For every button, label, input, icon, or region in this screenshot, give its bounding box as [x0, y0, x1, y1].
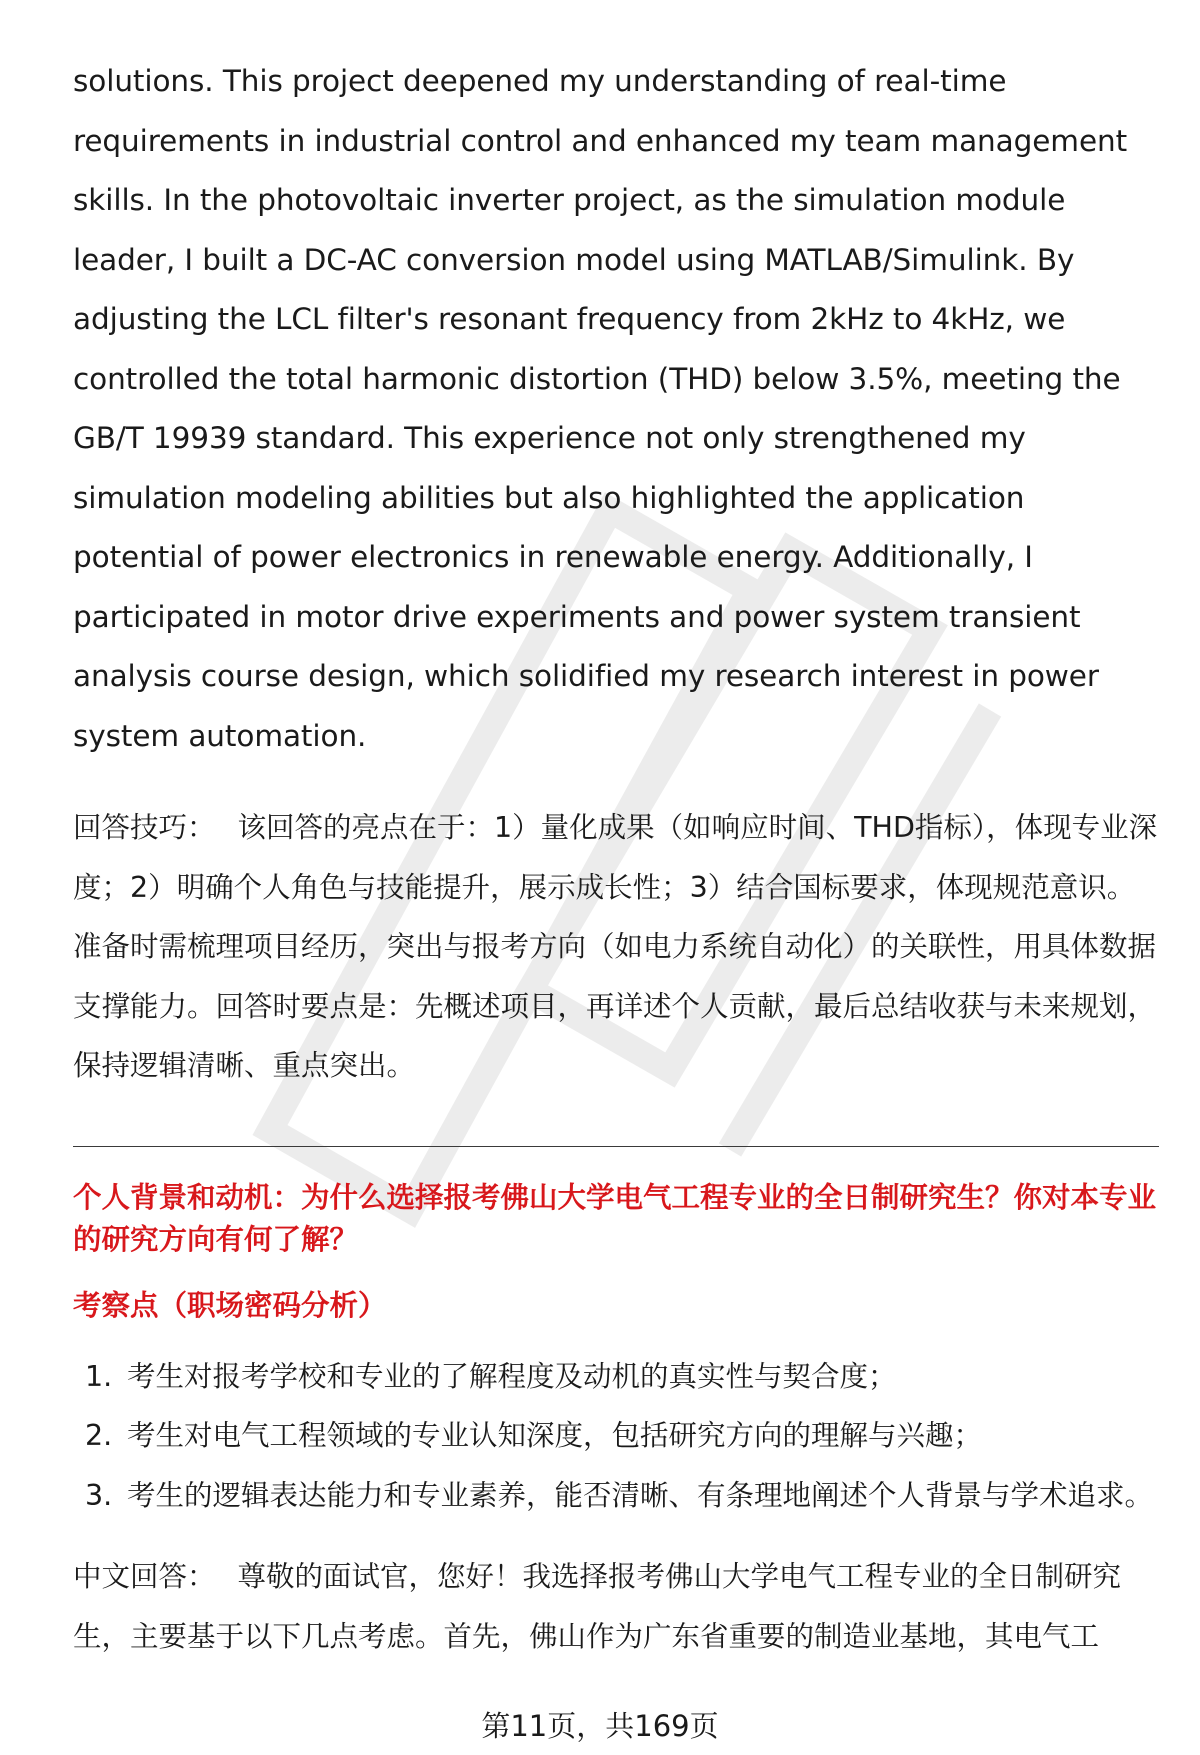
list-item-number: 1. [85, 1359, 113, 1393]
tips-label: 回答技巧： [73, 811, 216, 844]
list-item [73, 1347, 1159, 1407]
answer-label: 中文回答： [73, 1560, 216, 1593]
answer-text: 尊敬的面试官，您好！我选择报考佛山大学电气工程专业的全日制研究生，主要基于以下几点考虑。首先，佛山作为广东省重要的制造业基地，其电气工 [73, 1560, 1122, 1653]
question-title: 个人背景和动机：为什么选择报考佛山大学电气工程专业的全日制研究生？你对本专业的研究方向有何了解？ [73, 1180, 1157, 1256]
page-footer: 第11页，共169页 [481, 1709, 719, 1743]
document-page [73, 52, 1159, 1666]
tips-text: 该回答的亮点在于：1）量化成果（如响应时间、THD指标），体现专业深度；2）明确个人角色与技能提升，展示成长性；3）结合国标要求，体现规范意识。准备时需梳理项目经历，突出与报考方向（如电力系统自动化）的关联性，用具体数据支撑能力。回答时要点是：先概述项目，再详述个人贡献，最后总结收获与未来规划，保持逻辑清晰、重点突出。 [73, 811, 1158, 1082]
assessment-heading: 考察点（职场密码分析） [73, 1288, 387, 1322]
list-item-number: 3. [85, 1478, 113, 1512]
list-item [73, 1466, 1159, 1526]
list-item-text: 考生的逻辑表达能力和专业素养，能否清晰、有条理地阐述个人背景与学术追求。 [127, 1478, 1154, 1512]
chinese-answer [73, 1547, 1159, 1666]
list-item-number: 2. [85, 1419, 113, 1452]
answer-tips [73, 798, 1159, 1096]
section-divider [73, 1146, 1159, 1147]
body-paragraph: solutions. This project deepened my understanding of real-time requirements in industrial control and enhanced my team management skills. In the photovoltaic inverter project, as the simulation module leader, I built a DC-AC conversion model using MATLAB/Simulink. By adjusting the LCL filter's resonant frequency from 2kHz to 4kHz, we controlled the total harmonic distortion (THD) below 3.5%, meeting the GB/T 19939 standard. This experience not only strengthened my simulation modeling abilities but also highlighted the application potential of power electronics in renewable energy. Additionally, I participated in motor drive experiments and power system transient analysis course design, which solidified my research interest in power system automation. [73, 64, 1128, 753]
list-item-text: 考生对报考学校和专业的了解程度及动机的真实性与契合度； [127, 1359, 897, 1393]
list-item-text: 考生对电气工程领域的专业认知深度，包括研究方向的理解与兴趣； [127, 1419, 983, 1452]
list-item [73, 1406, 1159, 1466]
assessment-list [73, 1347, 1159, 1526]
